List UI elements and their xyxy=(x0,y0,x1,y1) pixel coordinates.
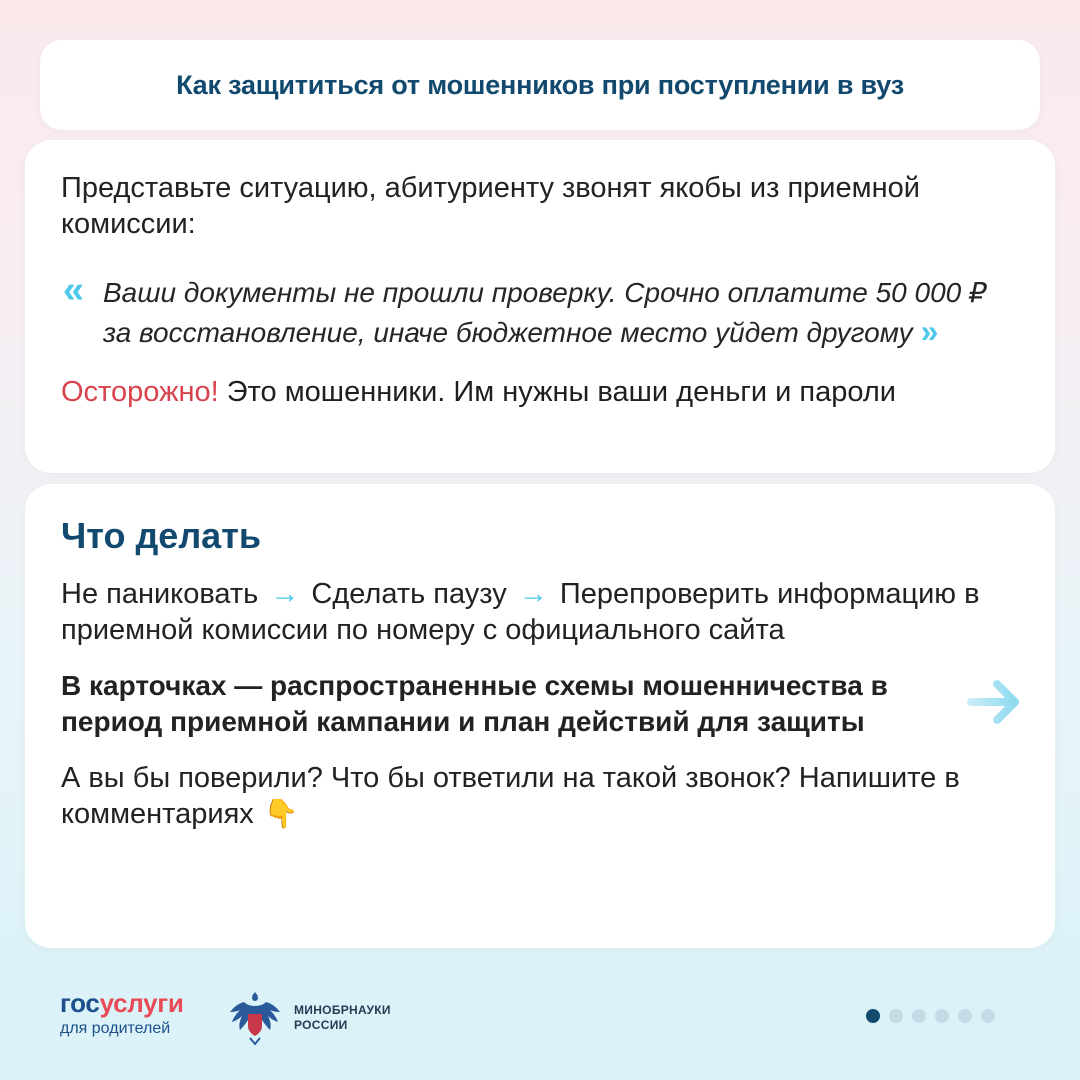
ministry-line-2: РОССИИ xyxy=(294,1018,348,1032)
actions-card xyxy=(25,484,1055,948)
step-1: Не паниковать xyxy=(61,578,259,610)
pointing-down-icon: 👇 xyxy=(263,798,299,829)
warning-text: Это мошенники. Им нужны ваши деньги и пароли xyxy=(226,376,896,408)
quote-open-icon: « xyxy=(63,269,85,311)
pagination-dot[interactable] xyxy=(866,1009,880,1023)
steps-line xyxy=(61,576,1019,648)
ministry-line-1: МИНОБРНАУКИ xyxy=(294,1003,391,1017)
warning-line xyxy=(61,374,1019,410)
next-arrow-icon[interactable] xyxy=(965,672,1025,732)
question-text-body: А вы бы поверили? Что бы ответили на такой звонок? Напишите в комментариях xyxy=(61,762,960,830)
ministry-logo-text xyxy=(294,1003,391,1033)
pagination-dot[interactable] xyxy=(981,1009,995,1023)
quote-close-icon: » xyxy=(920,313,939,349)
pagination-dot[interactable] xyxy=(935,1009,949,1023)
situation-intro: Представьте ситуацию, абитуриенту звонят якобы из приемной комиссии: xyxy=(61,172,920,240)
gosuslugi-logo xyxy=(60,990,184,1038)
arrow-right-icon: → xyxy=(518,578,548,610)
pagination-dot[interactable] xyxy=(912,1009,926,1023)
warning-word: Осторожно! xyxy=(61,376,219,408)
scam-quote xyxy=(61,269,1019,352)
step-3: Перепроверить информацию в приемной комиссии по номеру с официального сайта xyxy=(61,578,980,646)
cards-note: В карточках — распространенные схемы мошенничества в период приемной кампании и план действий для защиты xyxy=(61,670,888,737)
arrow-right-icon: → xyxy=(270,578,300,610)
page-title: Как защититься от мошенников при поступлении в вуз xyxy=(176,69,904,100)
actions-heading: Что делать xyxy=(61,515,261,556)
situation-card xyxy=(25,140,1055,473)
pagination-dots xyxy=(866,1009,995,1023)
question-text xyxy=(61,760,1019,832)
pagination-dot[interactable] xyxy=(889,1009,903,1023)
scam-quote-text: Ваши документы не прошли проверку. Срочно оплатите 50 000 ₽ за восстановление, иначе бюджетное место уйдет другому xyxy=(103,277,987,348)
gos-part: гос xyxy=(60,988,100,1018)
gosuslugi-subtitle: для родителей xyxy=(60,1020,171,1037)
uslugi-part: услуги xyxy=(99,988,184,1018)
gosuslugi-brand xyxy=(60,990,184,1016)
pagination-dot[interactable] xyxy=(958,1009,972,1023)
step-2: Сделать паузу xyxy=(311,578,507,610)
coat-of-arms-icon xyxy=(226,988,284,1048)
title-card xyxy=(40,40,1040,130)
